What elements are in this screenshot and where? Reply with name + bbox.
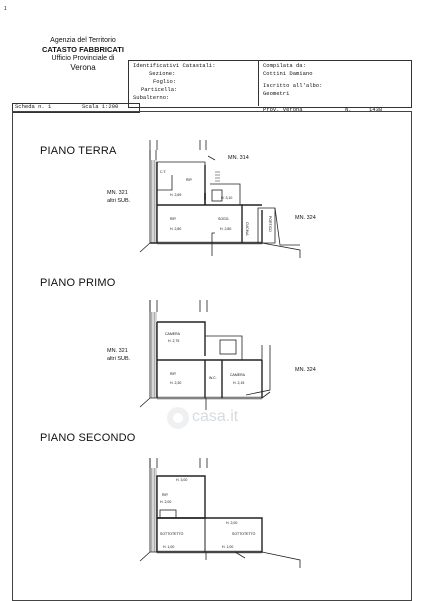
primo-h-rip: H. 2,30: [170, 381, 182, 385]
secondo-rip: RIP.: [162, 493, 169, 497]
secondo-sottotetto1: SOTTOTETTO: [160, 532, 184, 536]
secondo-h-st1: H. 1,00: [163, 545, 175, 549]
iscritto-label: Iscritto all'albo:: [263, 82, 323, 89]
secondo-sottotetto2: SOTTOTETTO: [232, 532, 256, 536]
prov-value: Prov. Verona: [263, 106, 303, 113]
piano-primo-title: PIANO PRIMO: [40, 277, 116, 289]
agency-city: Verona: [70, 63, 96, 72]
terra-h-sogg: H. 2,80: [220, 227, 232, 231]
piano-terra-title: PIANO TERRA: [40, 145, 117, 157]
agency-name: Agenzia del Territorio: [50, 37, 116, 44]
scala-label: Scala 1:200: [82, 103, 119, 110]
terra-mn-left-1: MN. 321: [107, 190, 128, 196]
terra-mn-right: MN. 324: [295, 215, 316, 221]
secondo-h-st2: H. 1,00: [222, 545, 234, 549]
terra-h-stair: H. 3,10: [221, 196, 233, 200]
terra-sogg: SOGG.: [218, 217, 230, 221]
scheda-label: Scheda n. 1: [15, 103, 52, 110]
primo-mn-left: [107, 347, 130, 363]
primo-h-cam2: H. 2,15: [233, 381, 245, 385]
primo-camera2: CAMERA: [230, 373, 245, 377]
terra-h-top: H. 2,69: [170, 193, 182, 197]
agency-department: CATASTO FABBRICATI: [42, 45, 124, 54]
terra-upper-room: [157, 162, 205, 193]
primo-mn-left-2: altri SUB.: [107, 356, 131, 362]
primo-camera1: CAMERA: [165, 332, 180, 336]
compilata-title: Compilata da:: [263, 62, 306, 69]
compilata-name: Cottini Damiano: [263, 70, 313, 77]
primo-h-cam1: H. 2,75: [168, 339, 180, 343]
foglio-label: Foglio:: [153, 78, 177, 85]
primo-mn-right: MN. 324: [295, 367, 316, 373]
albo-value: Geometri: [263, 90, 290, 97]
watermark-logo: [167, 407, 189, 429]
primo-rip: RIP.: [170, 372, 177, 376]
terra-h-rip: H. 2,80: [170, 227, 182, 231]
particella-label: Particella:: [141, 86, 178, 93]
page-number: 1: [4, 6, 7, 12]
terra-rip: RIP.: [170, 217, 177, 221]
terra-cucina: CUCINA: [245, 222, 249, 236]
n-label: N.: [345, 106, 352, 113]
secondo-h-rip: H. 2,00: [160, 500, 172, 504]
secondo-h-st2-top: H. 2,00: [226, 521, 238, 525]
piano-secondo-title: PIANO SECONDO: [40, 432, 136, 444]
primo-outline: [150, 300, 262, 398]
primo-mn-left-1: MN. 321: [107, 348, 128, 354]
terra-rip-top: RIP.: [186, 178, 193, 182]
secondo-outline: [150, 458, 262, 552]
terra-mn-left: [107, 189, 130, 205]
identificativi-title: Identificativi Catastali:: [133, 62, 216, 69]
subalterno-label: Subalterno:: [133, 94, 170, 101]
terra-ct: C.T.: [160, 170, 167, 174]
watermark-text: casa.it: [192, 408, 239, 425]
terra-portico: PORTICO: [268, 216, 272, 232]
secondo-h-top: H. 3,00: [176, 478, 188, 482]
primo-wc: W.C.: [209, 376, 217, 380]
n-value: 1438: [369, 106, 383, 113]
terra-mn-left-2: altri SUB.: [107, 198, 131, 204]
terra-mn-top: MN. 314: [228, 155, 249, 161]
sezione-label: Sezione:: [149, 70, 176, 77]
agency-office: Ufficio Provinciale di: [51, 55, 115, 62]
